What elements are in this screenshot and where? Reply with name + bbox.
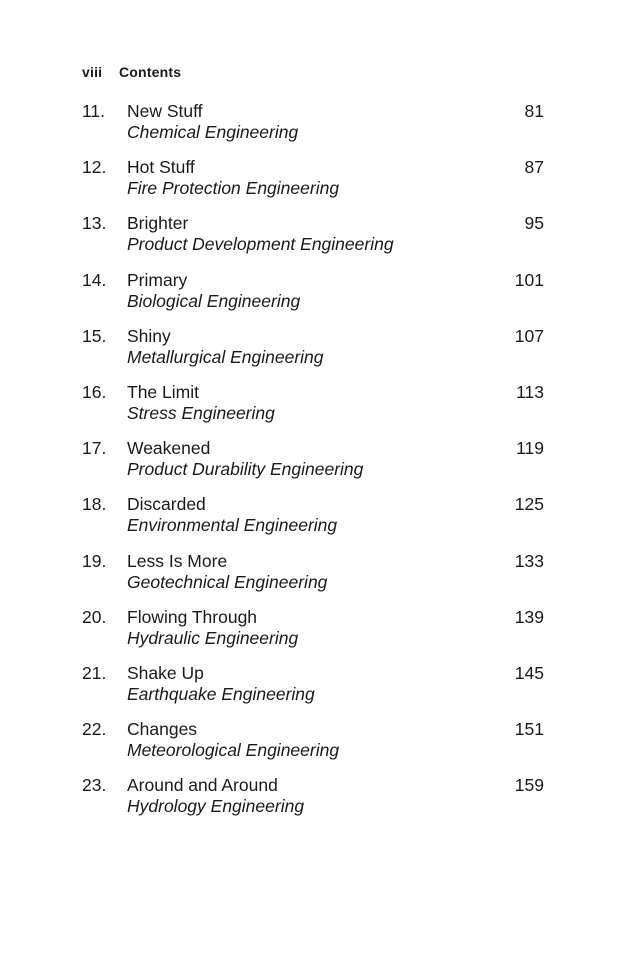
chapter-number: 15. [82,325,107,346]
chapter-title: Weakened [127,438,211,459]
chapter-title: Discarded [127,494,206,515]
chapter-page-number: 87 [524,157,544,178]
toc-entry[interactable] [82,100,544,156]
toc-entry[interactable] [82,662,544,718]
chapter-number: 16. [82,381,107,402]
chapter-number: 20. [82,606,107,627]
toc-entry[interactable] [82,550,544,606]
chapter-number: 12. [82,157,107,178]
chapter-page-number: 107 [514,325,544,346]
chapter-title: Less Is More [127,550,228,571]
toc-entry[interactable] [82,606,544,662]
chapter-subtitle: Product Durability Engineering [127,459,364,480]
chapter-number: 23. [82,775,107,796]
toc-entry[interactable] [82,774,544,830]
chapter-subtitle: Stress Engineering [127,402,275,423]
chapter-page-number: 139 [514,606,544,627]
chapter-subtitle: Fire Protection Engineering [127,178,340,199]
toc-entry[interactable] [82,156,544,212]
running-head-title: Contents [119,64,182,80]
chapter-subtitle: Environmental Engineering [127,515,338,536]
chapter-title: Primary [127,269,188,290]
chapter-subtitle: Geotechnical Engineering [127,571,328,592]
chapter-title: Brighter [127,213,189,234]
chapter-page-number: 133 [514,550,544,571]
toc-entry[interactable] [82,718,544,774]
chapter-title: Changes [127,719,198,740]
chapter-subtitle: Metallurgical Engineering [127,346,324,367]
toc-entry[interactable] [82,269,544,325]
chapter-title: New Stuff [127,101,203,121]
chapter-subtitle: Product Development Engineering [127,234,394,255]
running-head [82,64,181,80]
chapter-page-number: 101 [514,269,544,290]
chapter-page-number: 81 [524,101,544,121]
chapter-title: The Limit [127,381,199,402]
chapter-page-number: 113 [516,381,544,402]
chapter-subtitle: Biological Engineering [127,290,301,311]
toc-entry[interactable] [82,325,544,381]
chapter-number: 21. [82,662,107,683]
chapter-number: 14. [82,269,107,290]
chapter-page-number: 159 [514,775,544,796]
chapter-page-number: 119 [516,438,544,459]
chapter-title: Shake Up [127,662,204,683]
chapter-number: 18. [82,494,107,515]
chapter-page-number: 145 [514,662,544,683]
chapter-page-number: 125 [514,494,544,515]
chapter-subtitle: Meteorological Engineering [127,740,340,761]
chapter-subtitle: Earthquake Engineering [127,683,315,704]
chapter-title: Around and Around [127,775,278,796]
chapter-subtitle: Hydraulic Engineering [127,627,299,648]
toc-entry[interactable] [82,437,544,493]
table-of-contents [82,100,544,830]
chapter-page-number: 95 [524,213,544,234]
chapter-title: Shiny [127,325,171,346]
toc-entry[interactable] [82,212,544,268]
chapter-number: 11. [82,101,106,121]
chapter-title: Flowing Through [127,606,258,627]
chapter-page-number: 151 [514,719,544,740]
chapter-number: 22. [82,719,107,740]
chapter-subtitle: Hydrology Engineering [127,796,305,817]
toc-entry[interactable] [82,381,544,437]
chapter-number: 19. [82,550,107,571]
page-folio: viii [82,64,103,80]
toc-entry[interactable] [82,493,544,549]
chapter-subtitle: Chemical Engineering [127,122,299,142]
chapter-number: 13. [82,213,107,234]
chapter-number: 17. [82,438,107,459]
chapter-title: Hot Stuff [127,157,195,178]
